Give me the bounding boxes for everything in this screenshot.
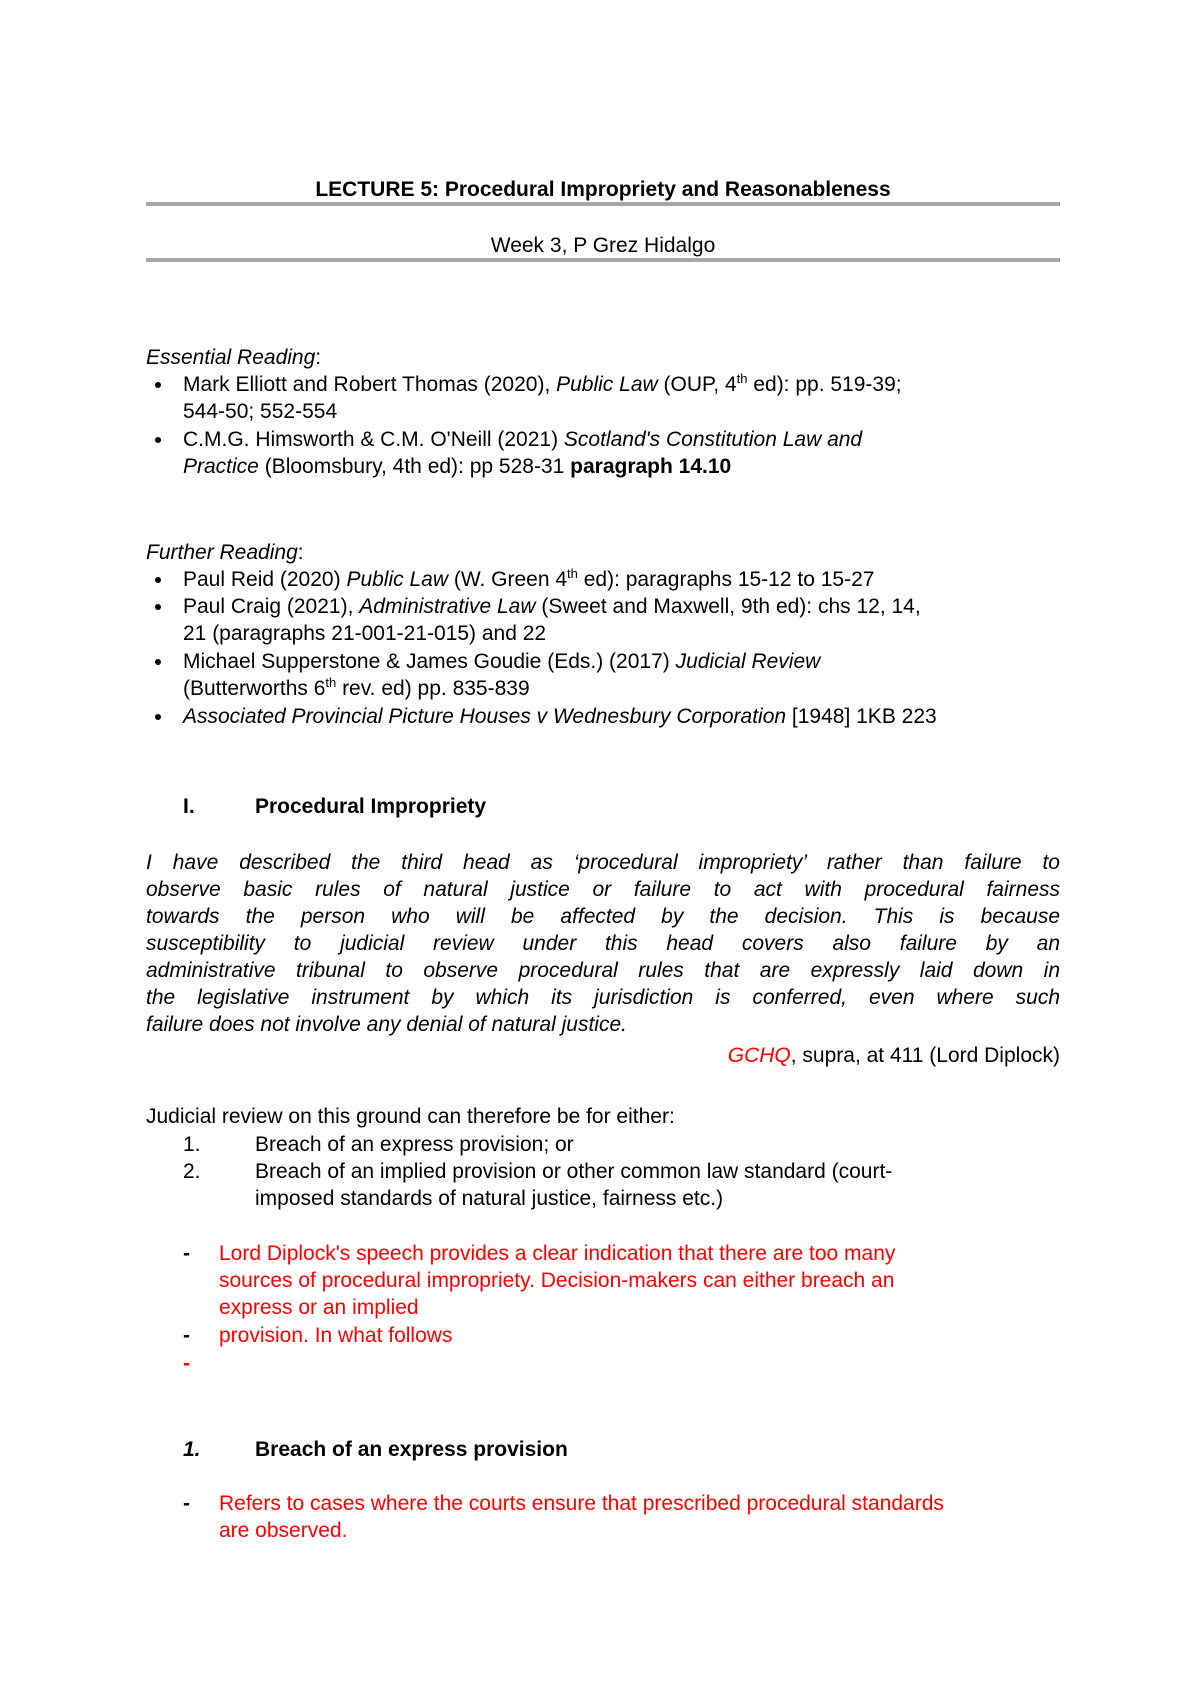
further-reading-heading: Further Reading: [146,541,304,564]
reading-item: Paul Reid (2020) Public Law (W. Green 4th ed): paragraphs 15-12 to 15-27 [183,566,875,591]
dash-icon: - [183,1492,190,1515]
reading-item: Associated Provincial Picture Houses v Wednesbury Corporation [1948] 1KB 223 [183,705,937,728]
dash-icon: - [183,1242,190,1265]
section-numeral: I. [183,795,195,818]
diplock-quote: I have described the third head as ‘procedural impropriety’ rather than failure to observe basic rules of natural justice or failure to act with procedural fairness towards the person who will be affected by the decision. This is because susceptibility to judicial review under this head covers also failure by an administrative tribunal to observe procedural rules that are expressly laid down in the legislative instrument by which its jurisdiction is conferred, even where such failure does not involve any denial of natural justice. [146,851,1060,1036]
essential-reading-heading: Essential Reading: [146,346,322,369]
grounds-intro: Judicial review on this ground can therefore be for either: [146,1105,675,1128]
bullet-icon [155,714,161,720]
reading-item: Paul Craig (2021), Administrative Law (Sweet and Maxwell, 9th ed): chs 12, 14, 21 (paragraphs 21-001-21-015) and 22 [183,595,921,645]
page-title: LECTURE 5: Procedural Impropriety and Reasonableness [315,178,891,201]
bullet-icon [155,382,161,388]
dash-icon: - [183,1352,190,1375]
subsection-number: 1. [183,1438,201,1461]
list-item: Breach of an express provision; or [255,1133,574,1156]
page-subtitle: Week 3, P Grez Hidalgo [490,234,716,257]
dash-icon: - [183,1324,190,1347]
section-heading: Procedural Impropriety [255,795,487,818]
title-rule [146,202,1060,206]
bullet-icon [155,659,161,665]
subsection-heading: Breach of an express provision [255,1438,568,1461]
list-number: 1. [183,1133,201,1156]
quote-citation: GCHQ, supra, at 411 (Lord Diplock) [727,1044,1060,1067]
subtitle-rule [146,258,1060,262]
bullet-icon [155,577,161,583]
bullet-icon [155,437,161,443]
reading-item: Mark Elliott and Robert Thomas (2020), Public Law (OUP, 4th ed): pp. 519-39; 544-50; 552-554 [183,371,902,423]
note-item: Refers to cases where the courts ensure that prescribed procedural standards are observed. [219,1492,944,1542]
reading-item: C.M.G. Himsworth & C.M. O'Neill (2021) Scotland's Constitution Law and Practice (Bloomsbury, 4th ed): pp 528-31 paragraph 14.10 [183,428,863,478]
note-item: provision. In what follows [219,1324,453,1347]
reading-item: Michael Supperstone & James Goudie (Eds.) (2017) Judicial Review (Butterworths 6th rev. ed) pp. 835-839 [183,650,821,700]
list-item: Breach of an implied provision or other common law standard (court- imposed standards of natural justice, fairness etc.) [255,1160,893,1210]
bullet-icon [155,604,161,610]
list-number: 2. [183,1160,201,1183]
note-item: Lord Diplock's speech provides a clear indication that there are too many sources of procedural impropriety. Decision-makers can either breach an express or an implied [219,1242,896,1319]
